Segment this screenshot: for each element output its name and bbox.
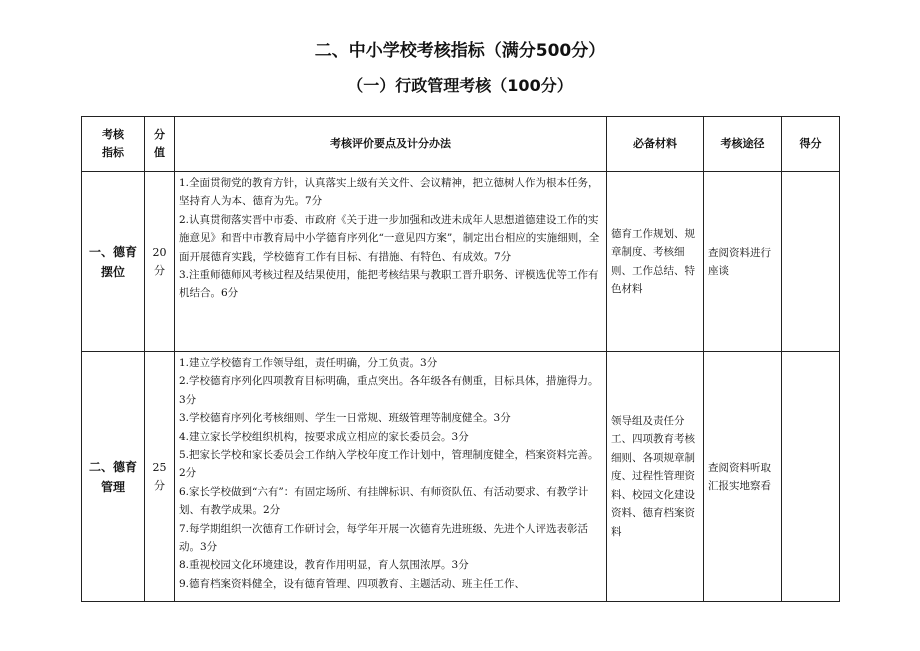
- header-result: 得分: [782, 117, 840, 172]
- assessment-table: [81, 116, 840, 602]
- criteria-list: [175, 352, 607, 602]
- criteria-item: 7.每学期组织一次德育工作研讨会，每学年开展一次德育先进班级、先进个人评选表彰活动。3分: [179, 522, 589, 554]
- required-materials: 德育工作规划、规章制度、考核细则、工作总结、特色材料: [607, 172, 704, 352]
- header-row: [82, 117, 840, 172]
- header-method: 考核途径: [704, 117, 782, 172]
- header-indicator: 考核 指标: [82, 117, 145, 172]
- criteria-item: 9.德育档案资料健全，设有德育管理、四项教育、主题活动、班主任工作、: [179, 577, 526, 590]
- score-cell: [782, 172, 840, 352]
- criteria-item: 8.重视校园文化环境建设，教育作用明显，育人氛围浓厚。3分: [179, 559, 469, 572]
- criteria-item: 1.建立学校德育工作领导组，责任明确，分工负责。3分: [179, 357, 438, 369]
- criteria-item: 1.全面贯彻党的教育方针，认真落实上级有关文件、会议精神，把立德树人作为根本任务，坚持育人为本、德育为先。7分: [179, 177, 599, 208]
- indicator-name: 一、德育 摆位: [82, 172, 145, 352]
- criteria-item: 6.家长学校做到“六有”：有固定场所、有挂牌标识、有师资队伍、有活动要求、有教学计划、有教学成果。2分: [179, 485, 589, 517]
- criteria-list: [175, 172, 607, 352]
- section-title: （一）行政管理考核（100分）: [347, 76, 573, 95]
- criteria-item: 5.把家长学校和家长委员会工作纳入学校年度工作计划中，管理制度健全，档案资料完善。2分: [179, 449, 599, 480]
- assessment-method: 查阅资料进行座谈: [704, 172, 782, 352]
- table-row: [82, 172, 840, 352]
- indicator-score: 20 分: [145, 172, 175, 352]
- header-criteria: 考核评价要点及计分办法: [175, 117, 607, 172]
- header-score: 分 值: [145, 117, 175, 172]
- table-row: [82, 352, 840, 602]
- indicator-score: 25 分: [145, 352, 175, 602]
- criteria-item: 2.认真贯彻落实晋中市委、市政府《关于进一步加强和改进未成年人思想道德建设工作的实施意见》和晋中市教育局中小学德育序列化“一意见四方案”，制定出台相应的实施细则，全面开展德育实践，学校德育工作有目标、有措施、有特色、有成效。7分: [179, 213, 600, 263]
- assessment-method: 查阅资料听取汇报实地察看: [704, 352, 782, 602]
- criteria-item: 3.学校德育序列化考核细则、学生一日常规、班级管理等制度健全。3分: [179, 412, 511, 425]
- score-cell: [782, 352, 840, 602]
- criteria-item: 2.学校德育序列化四项教育目标明确，重点突出。各年级各有侧重，目标具体，措施得力。3分: [179, 375, 599, 406]
- criteria-item: 3.注重师德师风考核过程及结果使用，能把考核结果与教职工晋升职务、评模选优等工作有机结合。6分: [179, 269, 599, 300]
- criteria-item: 4.建立家长学校组织机构，按要求成立相应的家长委员会。3分: [179, 430, 469, 443]
- required-materials: 领导组及责任分工、四项教育考核细则、各项规章制度、过程性管理资料、校园文化建设资料、德育档案资料: [607, 352, 704, 602]
- indicator-name: 二、德育 管理: [82, 352, 145, 602]
- document-title: 二、中小学校考核指标（满分500分）: [314, 41, 606, 61]
- header-materials: 必备材料: [607, 117, 704, 172]
